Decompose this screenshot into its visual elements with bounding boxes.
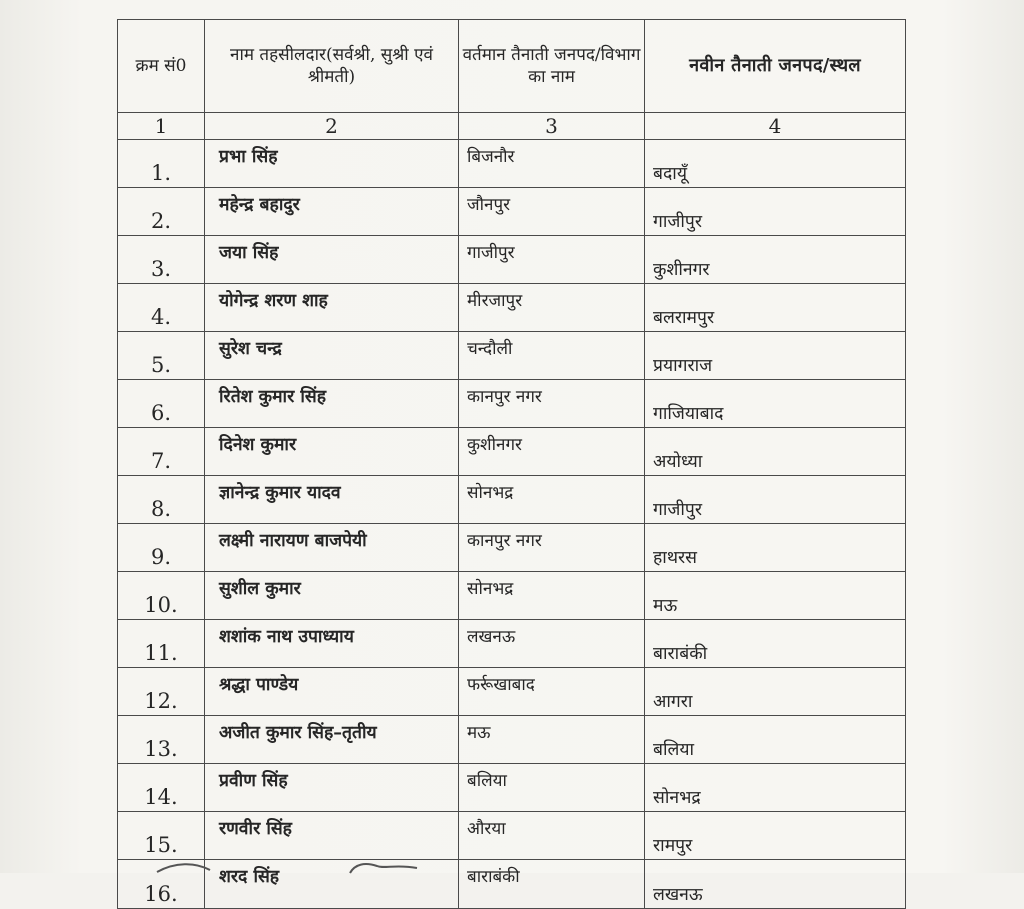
table-row (118, 716, 906, 764)
current-posting-cell: कानपुर नगर (459, 524, 645, 572)
current-posting-cell: चन्दौली (459, 332, 645, 380)
new-posting-cell: गाजियाबाद (645, 380, 906, 428)
tehsildar-name-cell: शशांक नाथ उपाध्याय (205, 620, 459, 668)
serial-number-cell: 11. (118, 620, 205, 668)
header-name: नाम तहसीलदार(सर्वश्री, सुश्री एवं श्रीमती) (205, 20, 459, 113)
tehsildar-name-cell: प्रवीण सिंह (205, 764, 459, 812)
current-posting-cell: कुशीनगर (459, 428, 645, 476)
current-posting-cell: गाजीपुर (459, 236, 645, 284)
table-row (118, 620, 906, 668)
current-posting-cell: फर्रूखाबाद (459, 668, 645, 716)
table-row (118, 668, 906, 716)
new-posting-cell: बदायूँ (645, 140, 906, 188)
serial-number-cell: 3. (118, 236, 205, 284)
new-posting-cell: सोनभद्र (645, 764, 906, 812)
serial-number-cell: 14. (118, 764, 205, 812)
header-new-posting: नवीन तैनाती जनपद/स्थल (645, 20, 906, 113)
new-posting-cell: बलिया (645, 716, 906, 764)
handwritten-mark (155, 860, 425, 874)
header-current-posting: वर्तमान तैनाती जनपद/विभाग का नाम (459, 20, 645, 113)
new-posting-cell: कुशीनगर (645, 236, 906, 284)
table-row (118, 380, 906, 428)
serial-number-cell: 8. (118, 476, 205, 524)
tehsildar-name-cell: जया सिंह (205, 236, 459, 284)
tehsildar-name-cell: रितेश कुमार सिंह (205, 380, 459, 428)
table-row (118, 332, 906, 380)
current-posting-cell: सोनभद्र (459, 572, 645, 620)
new-posting-cell: प्रयागराज (645, 332, 906, 380)
tehsildar-name-cell: रणवीर सिंह (205, 812, 459, 860)
serial-number-cell: 13. (118, 716, 205, 764)
tehsildar-name-cell: दिनेश कुमार (205, 428, 459, 476)
column-number: 1 (118, 113, 205, 140)
column-number-row (118, 113, 906, 140)
table-row (118, 524, 906, 572)
new-posting-cell: बाराबंकी (645, 620, 906, 668)
current-posting-cell: मीरजापुर (459, 284, 645, 332)
table-header-row (118, 20, 906, 113)
tehsildar-name-cell: प्रभा सिंह (205, 140, 459, 188)
new-posting-cell: लखनऊ (645, 860, 906, 909)
new-posting-cell: हाथरस (645, 524, 906, 572)
table-row (118, 428, 906, 476)
current-posting-cell: कानपुर नगर (459, 380, 645, 428)
tehsildar-name-cell: अजीत कुमार सिंह–तृतीय (205, 716, 459, 764)
new-posting-cell: अयोध्या (645, 428, 906, 476)
serial-number-cell: 2. (118, 188, 205, 236)
table-row (118, 140, 906, 188)
new-posting-cell: आगरा (645, 668, 906, 716)
tehsildar-name-cell: सुशील कुमार (205, 572, 459, 620)
serial-number-cell: 16. (118, 860, 205, 909)
serial-number-cell: 4. (118, 284, 205, 332)
table-body (118, 140, 906, 909)
current-posting-cell: बिजनौर (459, 140, 645, 188)
transfer-table (117, 19, 906, 909)
table-row (118, 188, 906, 236)
column-number: 2 (205, 113, 459, 140)
tehsildar-name-cell: शरद सिंह (205, 860, 459, 909)
tehsildar-name-cell: ज्ञानेन्द्र कुमार यादव (205, 476, 459, 524)
table-row (118, 764, 906, 812)
column-number: 3 (459, 113, 645, 140)
current-posting-cell: सोनभद्र (459, 476, 645, 524)
serial-number-cell: 9. (118, 524, 205, 572)
current-posting-cell: मऊ (459, 716, 645, 764)
serial-number-cell: 12. (118, 668, 205, 716)
new-posting-cell: गाजीपुर (645, 188, 906, 236)
table-row (118, 236, 906, 284)
new-posting-cell: गाजीपुर (645, 476, 906, 524)
table-row (118, 284, 906, 332)
current-posting-cell: बाराबंकी (459, 860, 645, 909)
serial-number-cell: 10. (118, 572, 205, 620)
tehsildar-name-cell: सुरेश चन्द्र (205, 332, 459, 380)
current-posting-cell: जौनपुर (459, 188, 645, 236)
table-row (118, 812, 906, 860)
table-row (118, 572, 906, 620)
new-posting-cell: बलरामपुर (645, 284, 906, 332)
new-posting-cell: रामपुर (645, 812, 906, 860)
serial-number-cell: 15. (118, 812, 205, 860)
tehsildar-name-cell: श्रद्धा पाण्डेय (205, 668, 459, 716)
serial-number-cell: 6. (118, 380, 205, 428)
current-posting-cell: औरया (459, 812, 645, 860)
current-posting-cell: लखनऊ (459, 620, 645, 668)
tehsildar-name-cell: महेन्द्र बहादुर (205, 188, 459, 236)
serial-number-cell: 1. (118, 140, 205, 188)
serial-number-cell: 7. (118, 428, 205, 476)
header-serial: क्रम सं0 (118, 20, 205, 113)
new-posting-cell: मऊ (645, 572, 906, 620)
serial-number-cell: 5. (118, 332, 205, 380)
column-number: 4 (645, 113, 906, 140)
table-row (118, 476, 906, 524)
tehsildar-name-cell: लक्ष्मी नारायण बाजपेयी (205, 524, 459, 572)
current-posting-cell: बलिया (459, 764, 645, 812)
tehsildar-name-cell: योगेन्द्र शरण शाह (205, 284, 459, 332)
